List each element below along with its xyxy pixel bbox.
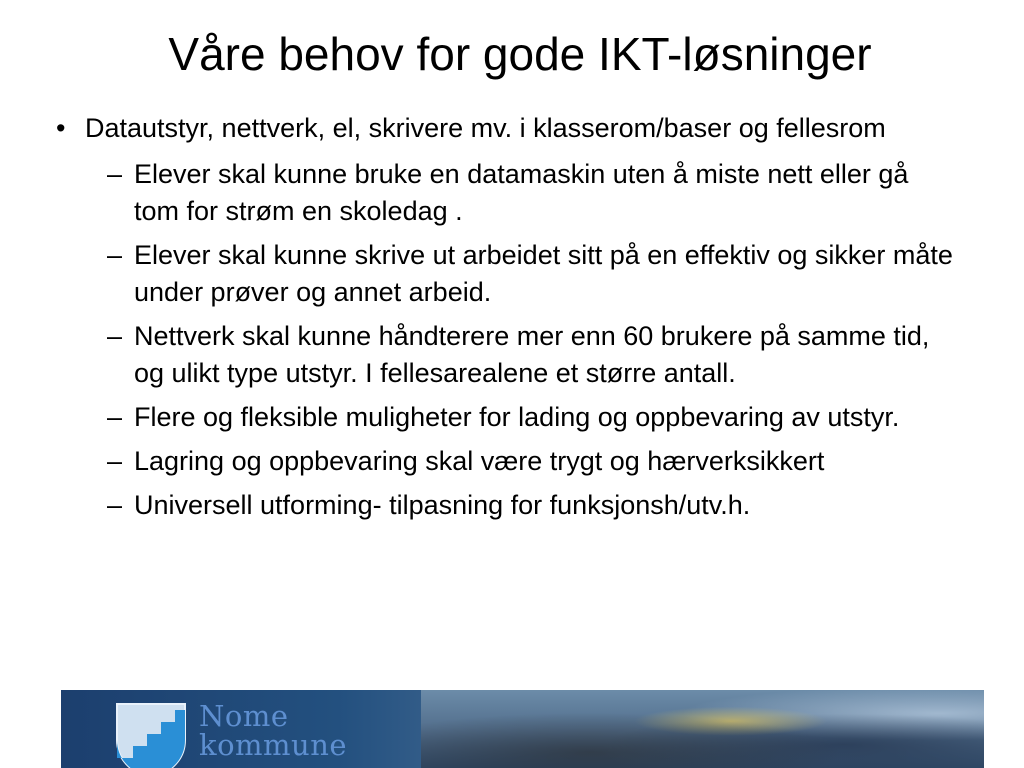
dash-marker: – [107,240,123,270]
sub-bullet-item [56,443,956,480]
slide-content [56,110,956,531]
sub-bullet-item [56,399,956,436]
logo-text [199,699,348,762]
sub-bullet-text: Lagring og oppbevaring skal være trygt og hærverksikkert [134,446,825,476]
sub-bullet-text: Nettverk skal kunne håndterere mer enn 60 brukere på samme tid, og ulikt type utstyr. I fellesarealene et større antall. [134,321,930,388]
coat-of-arms-shield-icon [113,700,189,768]
sub-bullet-text: Elever skal kunne bruke en datamaskin uten å miste nett eller gå tom for strøm en skoledag . [134,159,909,226]
footer-banner [61,690,984,768]
sub-bullet-item [56,487,956,524]
sub-bullet-item [56,318,956,392]
banner-photo-collage [421,690,984,768]
dash-marker: – [107,446,123,476]
sub-bullet-text: Flere og fleksible muligheter for lading og oppbevaring av utstyr. [134,402,900,432]
logo-line-1: Nome [199,699,289,733]
sub-bullet-text: Elever skal kunne skrive ut arbeidet sitt på en effektiv og sikker måte under prøver og annet arbeid. [134,240,953,307]
sub-bullet-text: Universell utforming- tilpasning for funksjonsh/utv.h. [134,490,751,520]
slide-title: Våre behov for gode IKT-løsninger [168,28,872,80]
sub-bullet-item [56,237,956,311]
bullet-item [56,110,956,147]
bullet-marker: • [56,113,66,143]
dash-marker: – [107,321,123,351]
dash-marker: – [107,159,123,189]
bullet-text: Datautstyr, nettverk, el, skrivere mv. i klasserom/baser og fellesrom [85,113,886,143]
logo-line-2: kommune [199,728,348,762]
dash-marker: – [107,402,123,432]
sub-bullet-item [56,156,956,230]
dash-marker: – [107,490,123,520]
